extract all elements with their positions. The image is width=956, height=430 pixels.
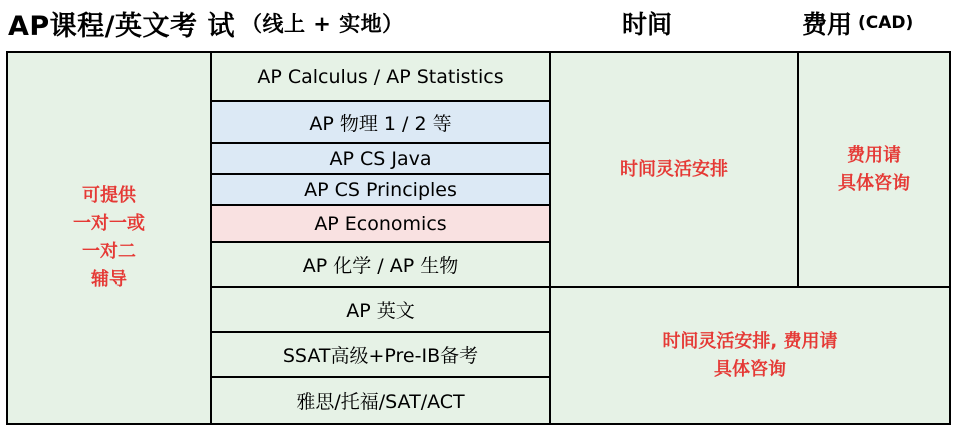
fee-unit-label: (CAD) bbox=[858, 13, 914, 33]
title-text: AP课程/英文考 试 bbox=[8, 10, 235, 42]
ap-fee-text bbox=[838, 142, 910, 198]
exam-info-line-2: 具体咨询 bbox=[713, 358, 786, 380]
course-ap-economics bbox=[210, 204, 551, 243]
ap-fee-line-1: 费用请 bbox=[847, 144, 901, 166]
page-title bbox=[8, 0, 404, 46]
fee-column-label: 费用 bbox=[802, 10, 853, 39]
course-label: AP 化学 / AP 生物 bbox=[302, 255, 459, 277]
tutoring-line-2: 一对一或 bbox=[73, 213, 145, 235]
ap-fee-cell bbox=[797, 51, 951, 288]
course-ap-english bbox=[210, 286, 551, 333]
exam-info-line-1: 时间灵活安排, 费用请 bbox=[662, 330, 838, 352]
course-label: AP 英文 bbox=[346, 300, 415, 322]
course-ap-chemistry-biology bbox=[210, 241, 551, 288]
ap-fee-line-2: 具体咨询 bbox=[838, 172, 910, 194]
course-label: 雅思/托福/SAT/ACT bbox=[296, 391, 465, 413]
exam-time-fee-text bbox=[662, 328, 837, 384]
tutoring-line-3: 一对二 bbox=[82, 241, 136, 262]
title-subtitle: （线上 + 实地） bbox=[240, 12, 404, 36]
tutoring-text bbox=[73, 182, 145, 294]
fee-column-header bbox=[802, 0, 913, 46]
tutoring-line-4: 辅导 bbox=[91, 268, 127, 290]
course-label: AP Economics bbox=[314, 212, 447, 235]
time-column-label: 时间 bbox=[622, 10, 673, 39]
course-ielts-toefl-sat-act bbox=[210, 376, 551, 425]
course-label: AP CS Principles bbox=[304, 178, 457, 201]
course-label: AP 物理 1 / 2 等 bbox=[309, 112, 452, 135]
course-label: SSAT高级+Pre-IB备考 bbox=[282, 345, 479, 367]
ap-time-cell bbox=[549, 51, 799, 288]
course-ssat-pre-ib bbox=[210, 331, 551, 378]
course-label: AP Calculus / AP Statistics bbox=[257, 65, 504, 88]
time-column-header bbox=[622, 0, 672, 46]
course-ap-cs-principles bbox=[210, 173, 551, 206]
course-ap-calculus-statistics bbox=[210, 51, 551, 102]
course-ap-physics bbox=[210, 100, 551, 144]
exam-time-fee-cell bbox=[549, 286, 951, 425]
course-ap-cs-java bbox=[210, 142, 551, 175]
tutoring-line-1: 可提供 bbox=[82, 185, 136, 207]
course-label: AP CS Java bbox=[329, 147, 432, 170]
tutoring-cell bbox=[6, 51, 212, 425]
ap-time-text: 时间灵活安排 bbox=[620, 158, 728, 180]
